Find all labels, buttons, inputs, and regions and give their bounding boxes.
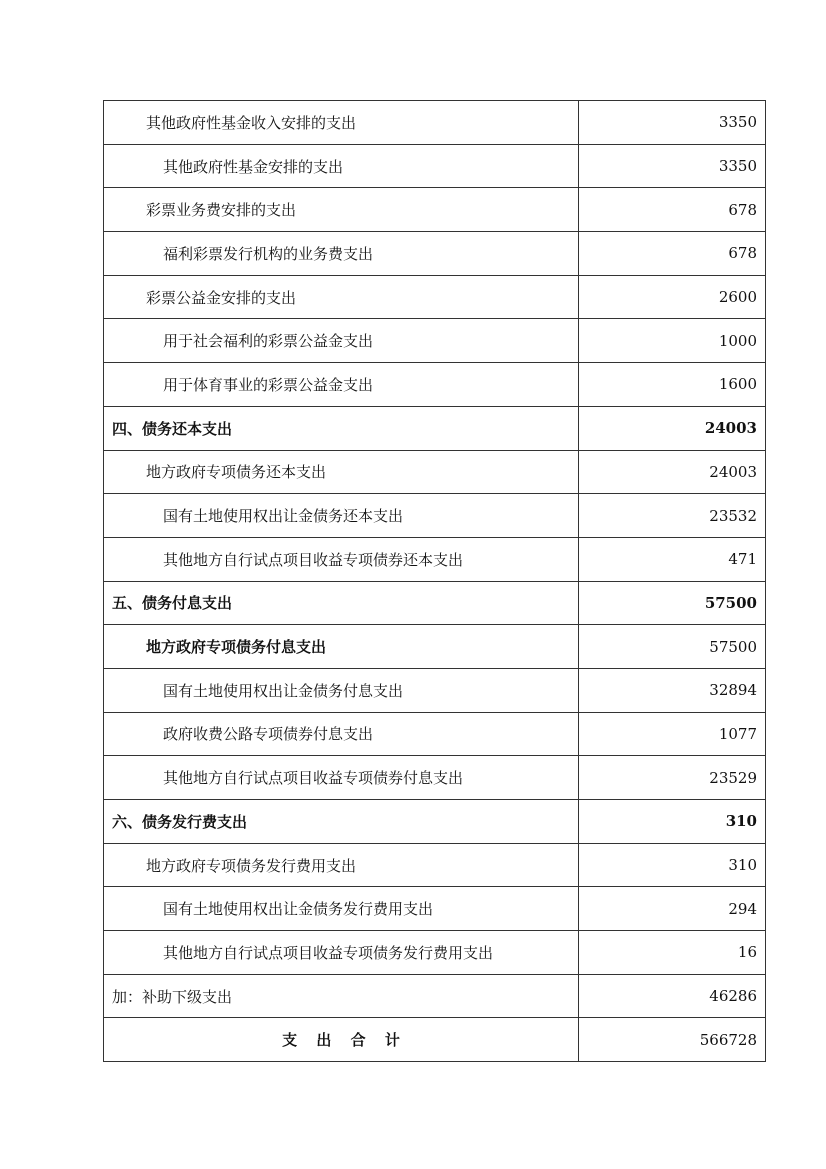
- row-item-value: 310: [579, 843, 766, 887]
- table-row: [104, 1018, 766, 1062]
- row-item-value: 1600: [579, 363, 766, 407]
- row-item-name: 国有土地使用权出让金债务发行费用支出: [104, 887, 579, 931]
- row-item-name: 地方政府专项债务付息支出: [104, 625, 579, 669]
- row-item-value: 16: [579, 931, 766, 975]
- row-item-value: 32894: [579, 668, 766, 712]
- row-item-name: 彩票公益金安排的支出: [104, 275, 579, 319]
- row-item-name: 五、债务付息支出: [104, 581, 579, 625]
- table-row: [104, 625, 766, 669]
- table-row: [104, 101, 766, 145]
- row-item-value: 2600: [579, 275, 766, 319]
- table-row: [104, 363, 766, 407]
- table-row: [104, 232, 766, 276]
- row-item-value: 678: [579, 232, 766, 276]
- row-item-name: 其他政府性基金安排的支出: [104, 144, 579, 188]
- row-item-value: 57500: [579, 625, 766, 669]
- row-item-name: 地方政府专项债务还本支出: [104, 450, 579, 494]
- row-item-value: 46286: [579, 974, 766, 1018]
- expenditure-table: [103, 100, 766, 1062]
- row-item-name: 其他地方自行试点项目收益专项债务发行费用支出: [104, 931, 579, 975]
- table-row: [104, 144, 766, 188]
- row-item-value: 566728: [579, 1018, 766, 1062]
- row-item-name: 其他政府性基金收入安排的支出: [104, 101, 579, 145]
- table-row: [104, 931, 766, 975]
- row-item-value: 471: [579, 537, 766, 581]
- row-item-name: 国有土地使用权出让金债务付息支出: [104, 668, 579, 712]
- row-item-value: 1077: [579, 712, 766, 756]
- row-item-value: 24003: [579, 406, 766, 450]
- table-row: [104, 800, 766, 844]
- row-item-value: 24003: [579, 450, 766, 494]
- table-row: [104, 974, 766, 1018]
- expenditure-table-body: [104, 101, 766, 1062]
- row-item-value: 23529: [579, 756, 766, 800]
- table-row: [104, 712, 766, 756]
- row-item-value: 3350: [579, 144, 766, 188]
- table-row: [104, 537, 766, 581]
- row-item-name: 地方政府专项债务发行费用支出: [104, 843, 579, 887]
- row-item-name: 四、债务还本支出: [104, 406, 579, 450]
- row-item-value: 1000: [579, 319, 766, 363]
- row-item-value: 678: [579, 188, 766, 232]
- row-item-value: 294: [579, 887, 766, 931]
- row-item-name: 政府收费公路专项债券付息支出: [104, 712, 579, 756]
- row-item-name: 支 出 合 计: [104, 1018, 579, 1062]
- table-row: [104, 887, 766, 931]
- table-row: [104, 406, 766, 450]
- table-row: [104, 188, 766, 232]
- row-item-name: 国有土地使用权出让金债务还本支出: [104, 494, 579, 538]
- row-item-name: 福利彩票发行机构的业务费支出: [104, 232, 579, 276]
- row-item-name: 加：补助下级支出: [104, 974, 579, 1018]
- row-item-value: 310: [579, 800, 766, 844]
- table-row: [104, 581, 766, 625]
- table-row: [104, 494, 766, 538]
- row-item-name: 用于体育事业的彩票公益金支出: [104, 363, 579, 407]
- table-row: [104, 275, 766, 319]
- table-row: [104, 319, 766, 363]
- expenditure-table-container: [103, 100, 757, 1062]
- row-item-name: 其他地方自行试点项目收益专项债券还本支出: [104, 537, 579, 581]
- row-item-name: 其他地方自行试点项目收益专项债券付息支出: [104, 756, 579, 800]
- row-item-value: 57500: [579, 581, 766, 625]
- row-item-name: 彩票业务费安排的支出: [104, 188, 579, 232]
- row-item-value: 3350: [579, 101, 766, 145]
- row-item-name: 用于社会福利的彩票公益金支出: [104, 319, 579, 363]
- row-item-name: 六、债务发行费支出: [104, 800, 579, 844]
- table-row: [104, 450, 766, 494]
- table-row: [104, 756, 766, 800]
- table-row: [104, 843, 766, 887]
- row-item-value: 23532: [579, 494, 766, 538]
- table-row: [104, 668, 766, 712]
